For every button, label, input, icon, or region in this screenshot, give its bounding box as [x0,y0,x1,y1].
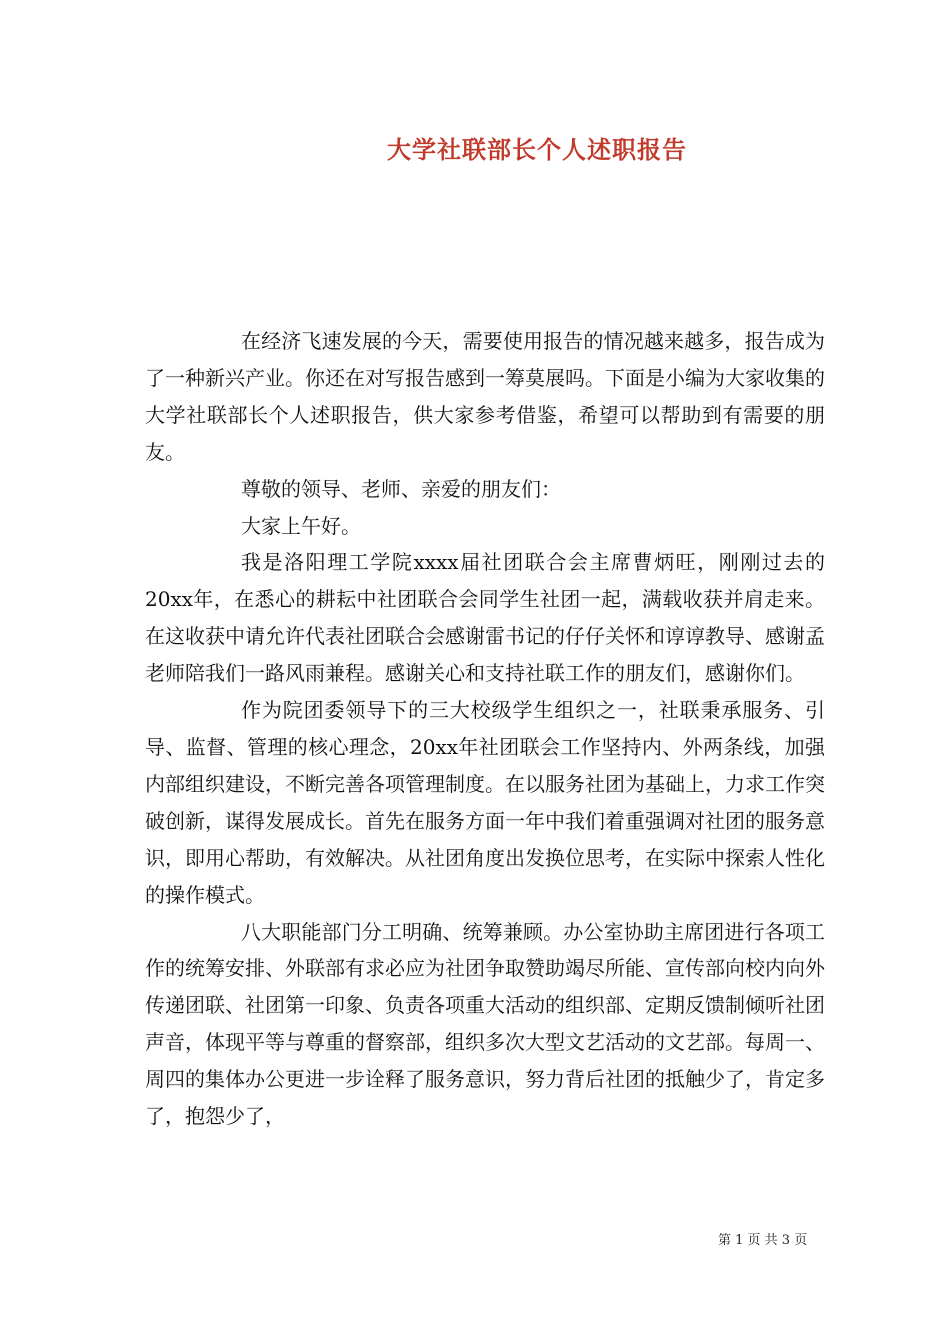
page-number: 第 1 页 共 3 页 [718,1233,808,1248]
greeting: 大家上午好。 [241,513,361,538]
body-paragraph: 八大职能部门分工明确、统筹兼顾。办公室协助主席团进行各项工作的统筹安排、外联部有求必应为社团争取赞助竭尽所能、宣传部向校内向外传递团联、社团第一印象、负责各项重大活动的组织部、定期反馈制倾听社团声音，体现平等与尊重的督察部，组织多次大型文艺活动的文艺部。每周一、周四的集体办公更进一步诠释了服务意识，努力背后社团的抵触少了，肯定多了，抱怨少了， [145,919,825,1129]
body-paragraph: 我是洛阳理工学院xxxx届社团联合会主席曹炳旺，刚刚过去的20xx年，在悉心的耕耘中社团联合会同学生社团一起，满载收获并肩走来。在这收获中请允许代表社团联合会感谢雷书记的仔仔关怀和谆谆教导、感谢孟老师陪我们一路风雨兼程。感谢关心和支持社联工作的朋友们，感谢你们。 [145,550,825,686]
salutation: 尊敬的领导、老师、亲爱的朋友们： [241,476,561,501]
body-paragraph: 作为院团委领导下的三大校级学生组织之一，社联秉承服务、引导、监督、管理的核心理念，20xx年社团联会工作坚持内、外两条线，加强内部组织建设，不断完善各项管理制度。在以服务社团为基础上，力求工作突破创新，谋得发展成长。首先在服务方面一年中我们着重强调对社团的服务意识，即用心帮助，有效解决。从社团角度出发换位思考，在实际中探索人性化的操作模式。 [145,698,825,907]
intro-paragraph: 在经济飞速发展的今天，需要使用报告的情况越来越多，报告成为了一种新兴产业。你还在对写报告感到一筹莫展吗。下面是小编为大家收集的大学社联部长个人述职报告，供大家参考借鉴，希望可以帮助到有需要的朋友。 [145,329,825,464]
document-title: 大学社联部长个人述职报告 [387,135,687,164]
document-body [145,323,825,1135]
